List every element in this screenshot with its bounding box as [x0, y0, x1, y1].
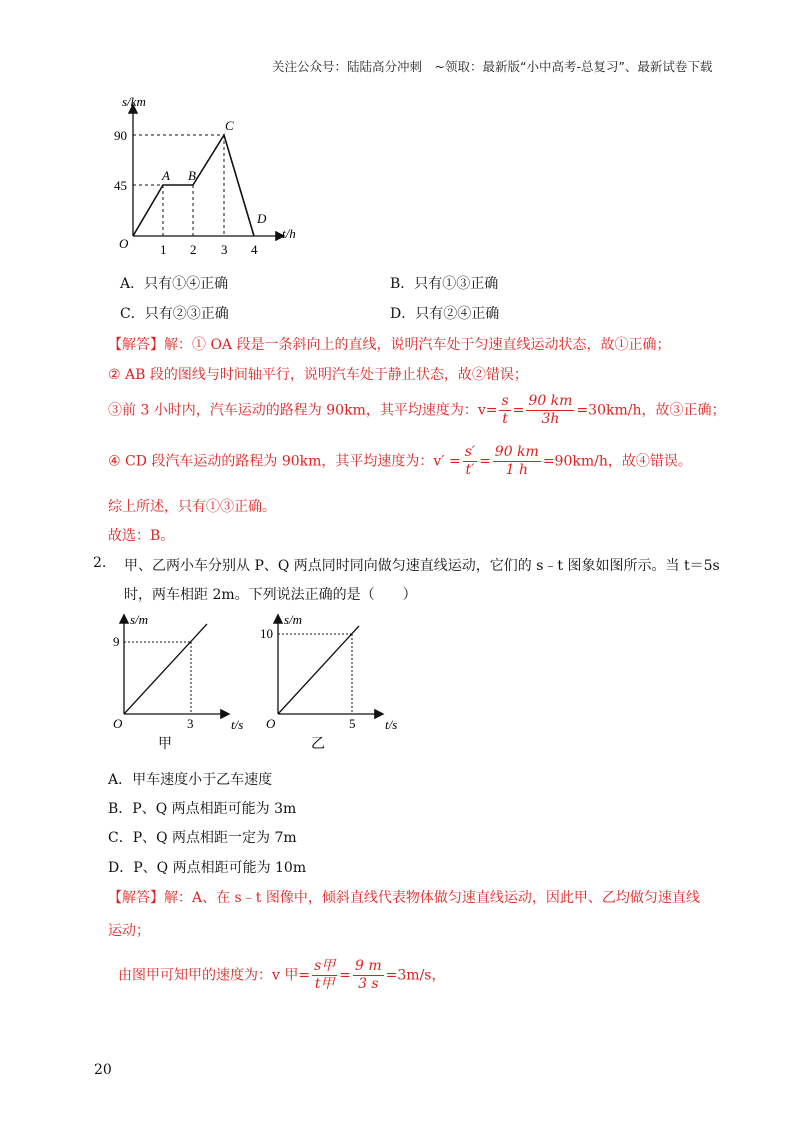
q1-answer-line3: ③前 3 小时内，汽车运动的路程为 90km，其平均速度为：v= $\frac{s}{t}$ = $\frac{90 km}{3h}$ =30km/h，故③正确；	[108, 393, 726, 427]
origin-label: O	[119, 236, 129, 251]
q2-option-a: A．甲车速度小于乙车速度	[108, 772, 273, 788]
yi-x-tick: 5	[349, 716, 356, 731]
jia-origin: O	[113, 716, 123, 731]
q1-answer-line4: ④ CD 段汽车运动的路程为 90km，其平均速度为：v′ = $\frac{s'}{t'}$ = $\frac{90 km}{1 h}$ =90km/h，故④错误。	[108, 444, 692, 478]
x-tick-1: 1	[160, 242, 167, 257]
q2-option-d: D．P、Q 两点相距可能为 10m	[108, 860, 307, 876]
q1-option-d: D．只有②④正确	[390, 306, 500, 322]
q2-option-c: C．P、Q 两点相距一定为 7m	[108, 830, 297, 846]
point-a-label: A	[162, 168, 170, 183]
q2-stem-line1: 甲、乙两小车分别从 P、Q 两点同时同向做匀速直线运动，它们的 s﹣t 图象如图所示。当 t＝5s	[124, 558, 720, 574]
graph-yi	[258, 608, 408, 756]
q1-answer-line1: 【解答】解：① OA 段是一条斜向上的直线，说明汽车处于匀速直线运动状态，故①正确；	[108, 337, 671, 353]
y-tick-90: 90	[114, 128, 127, 143]
yi-caption: 乙	[311, 737, 325, 752]
yi-x-label: t/s	[385, 717, 398, 732]
yi-origin: O	[266, 716, 276, 731]
jia-x-tick: 3	[187, 716, 194, 731]
jia-y-tick: 9	[113, 634, 120, 649]
q2-option-b: B．P、Q 两点相距可能为 3m	[108, 801, 297, 817]
q1-answer-line2: ② AB 段的图线与时间轴平行，说明汽车处于静止状态，故②错误；	[108, 367, 528, 383]
yi-y-label: s/m	[284, 612, 303, 627]
y-axis-label: s/km	[122, 94, 146, 109]
x-tick-2: 2	[190, 242, 197, 257]
point-b-label: B	[188, 168, 196, 183]
x-tick-4: 4	[251, 242, 258, 257]
q2-number: 2.	[93, 555, 107, 571]
q1-option-a: A．只有①④正确	[120, 276, 229, 292]
q2-stem-line2: 时，两车相距 2m。下列说法正确的是（ ）	[124, 587, 417, 603]
jia-x-label: t/s	[231, 717, 244, 732]
graph-s-t-km	[108, 88, 318, 263]
q1-option-b: B．只有①③正确	[390, 276, 499, 292]
yi-y-tick: 10	[260, 626, 273, 641]
q1-answer-line5: 综上所述，只有①③正确。	[108, 499, 276, 515]
q2-answer-line1: 【解答】解：A、在 s﹣t 图像中，倾斜直线代表物体做匀速直线运动，因此甲、乙均做匀速直线	[108, 890, 700, 906]
jia-y-label: s/m	[130, 612, 149, 627]
jia-caption: 甲	[158, 737, 172, 752]
x-axis-label: t/h	[282, 226, 296, 241]
q2-answer-line2: 运动；	[108, 923, 150, 939]
page-header: 关注公众号：陆陆高分冲刺 ~领取：最新版“小中高考-总复习”、最新试卷下载	[272, 59, 713, 74]
graph-jia	[110, 608, 255, 756]
page-number: 20	[94, 1062, 112, 1078]
y-tick-45: 45	[114, 178, 127, 193]
yi-line	[278, 626, 359, 714]
jia-line	[124, 624, 207, 714]
q2-answer-line3: 由图甲可知甲的速度为：v 甲= $\frac{\text{s甲}}{\text{t甲}}$ = $\frac{9 m}{3 s}$ =3m/s，	[118, 958, 446, 992]
q1-option-c: C．只有②③正确	[120, 306, 229, 322]
point-d-label: D	[257, 211, 267, 226]
q1-answer-line6: 故选：B。	[108, 528, 175, 544]
x-tick-3: 3	[221, 242, 228, 257]
point-c-label: C	[225, 118, 234, 133]
